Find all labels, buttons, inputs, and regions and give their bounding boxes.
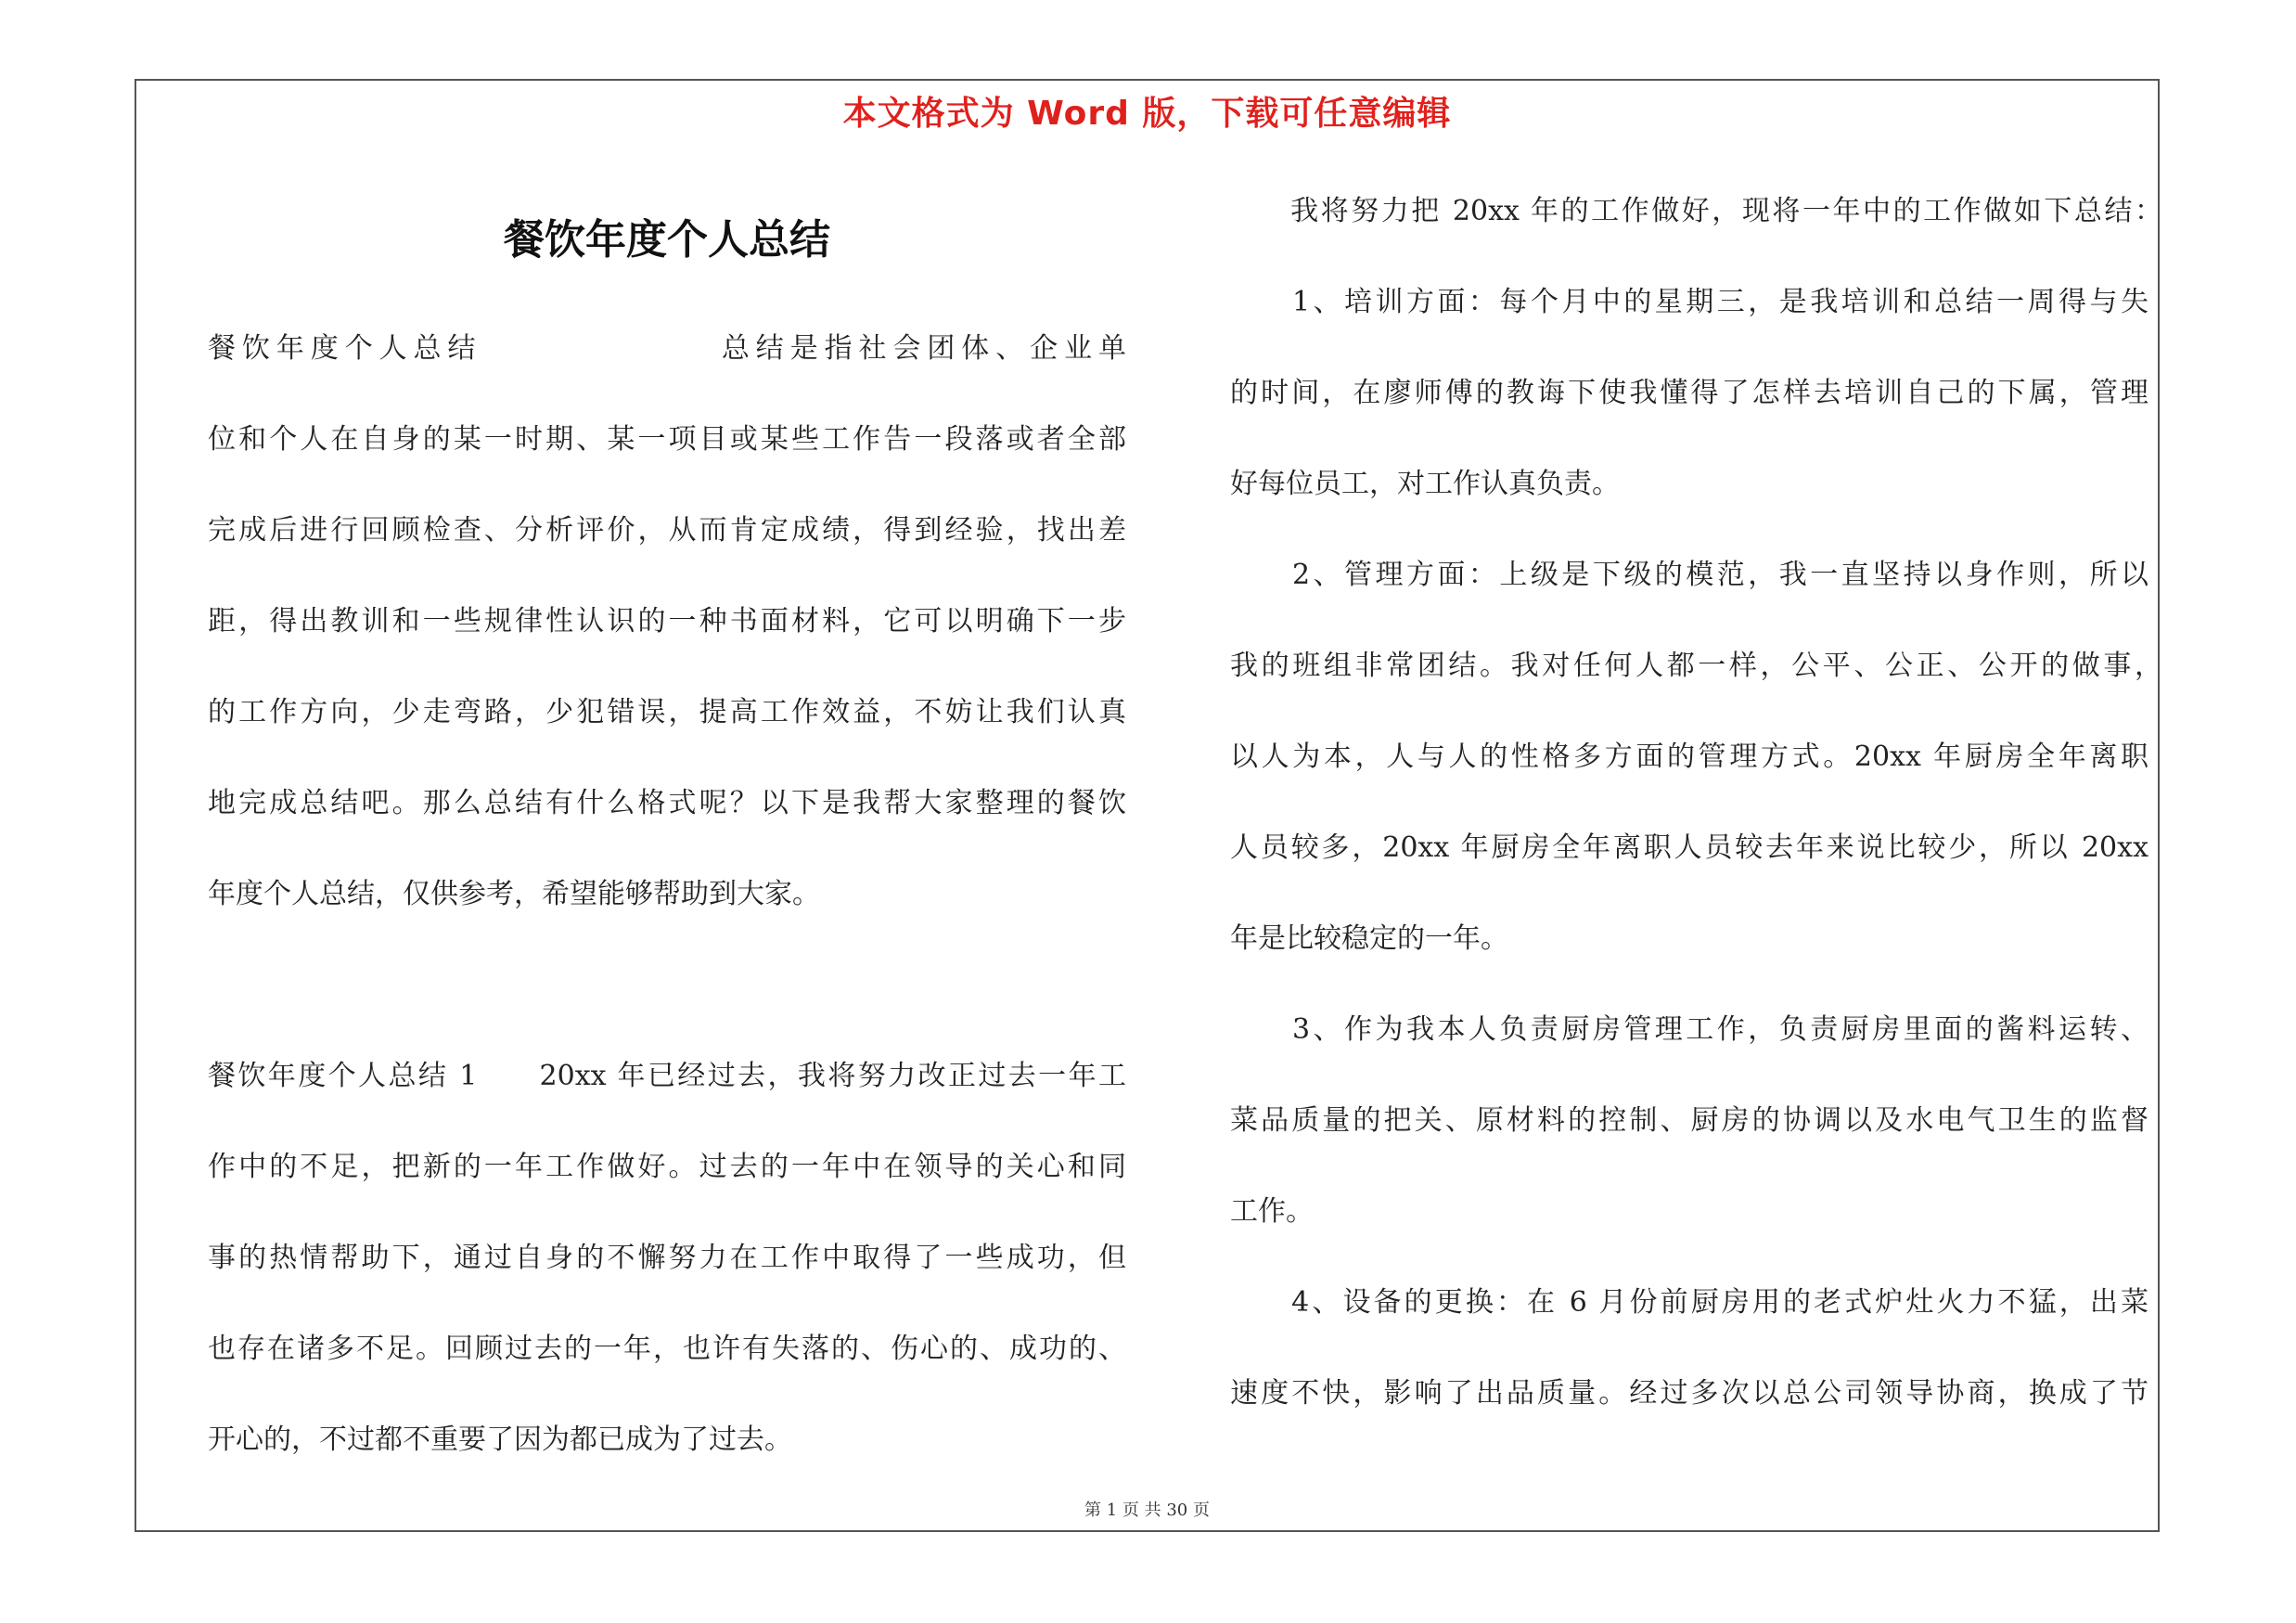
right-column-line: 人员较多，20xx 年厨房全年离职人员较去年来说比较少，所以 20xx	[1230, 831, 2148, 864]
right-column-line: 速度不快，影响了出品质量。经过多次以总公司领导协商，换成了节	[1230, 1377, 2148, 1410]
left-section1-line: 开心的，不过都不重要了因为都已成为了过去。	[208, 1423, 792, 1456]
page-number-footer: 第 1 页 共 30 页	[1084, 1501, 1210, 1520]
left-intro-line: 年度个人总结，仅供参考，希望能够帮助到大家。	[208, 878, 820, 910]
document-title: 餐饮年度个人总结	[504, 216, 830, 264]
right-column-line: 1、培训方面：每个月中的星期三，是我培训和总结一周得与失	[1230, 286, 2148, 318]
right-column-line: 3、作为我本人负责厨房管理工作，负责厨房里面的酱料运转、	[1230, 1013, 2148, 1046]
right-column-line: 年是比较稳定的一年。	[1230, 922, 1508, 955]
right-column-line: 我的班组非常团结。我对任何人都一样，公平、公正、公开的做事，	[1230, 650, 2162, 682]
left-intro-line: 完成后进行回顾检查、分析评价，从而肯定成绩，得到经验，找出差	[208, 514, 1126, 547]
left-section1-line: 也存在诸多不足。回顾过去的一年，也许有失落的、伤心的、成功的、	[208, 1333, 1126, 1365]
right-column-line: 以人为本，人与人的性格多方面的管理方式。20xx 年厨房全年离职	[1230, 741, 2148, 773]
right-column-line: 工作。	[1230, 1195, 1314, 1228]
right-column-line: 好每位员工，对工作认真负责。	[1230, 468, 1620, 500]
left-intro-line: 距，得出教训和一些规律性认识的一种书面材料，它可以明确下一步	[208, 605, 1126, 638]
left-section1-line: 餐饮年度个人总结 1 20xx 年已经过去，我将努力改正过去一年工	[208, 1060, 1126, 1092]
left-section1-line: 作中的不足，把新的一年工作做好。过去的一年中在领导的关心和同	[208, 1151, 1126, 1183]
left-section1-line: 事的热情帮助下，通过自身的不懈努力在工作中取得了一些成功，但	[208, 1242, 1126, 1274]
left-intro-line: 位和个人在自身的某一时期、某一项目或某些工作告一段落或者全部	[208, 423, 1126, 456]
left-intro-line: 地完成总结吧。那么总结有什么格式呢？以下是我帮大家整理的餐饮	[208, 787, 1126, 819]
left-intro-line: 的工作方向，少走弯路，少犯错误，提高工作效益，不妨让我们认真	[208, 696, 1126, 728]
format-notice-banner: 本文格式为 Word 版，下载可任意编辑	[842, 95, 1452, 133]
right-column-line: 我将努力把 20xx 年的工作做好，现将一年中的工作做如下总结：	[1230, 195, 2162, 227]
right-column-line: 2、管理方面：上级是下级的模范，我一直坚持以身作则，所以	[1230, 559, 2148, 591]
left-intro-line: 餐饮年度个人总结 总结是指社会团体、企业单	[208, 332, 1126, 365]
right-column-line: 4、设备的更换：在 6 月份前厨房用的老式炉灶火力不猛，出菜	[1230, 1286, 2148, 1319]
right-column-line: 的时间，在廖师傅的教诲下使我懂得了怎样去培训自己的下属，管理	[1230, 377, 2148, 409]
right-column-line: 菜品质量的把关、原材料的控制、厨房的协调以及水电气卫生的监督	[1230, 1104, 2148, 1137]
